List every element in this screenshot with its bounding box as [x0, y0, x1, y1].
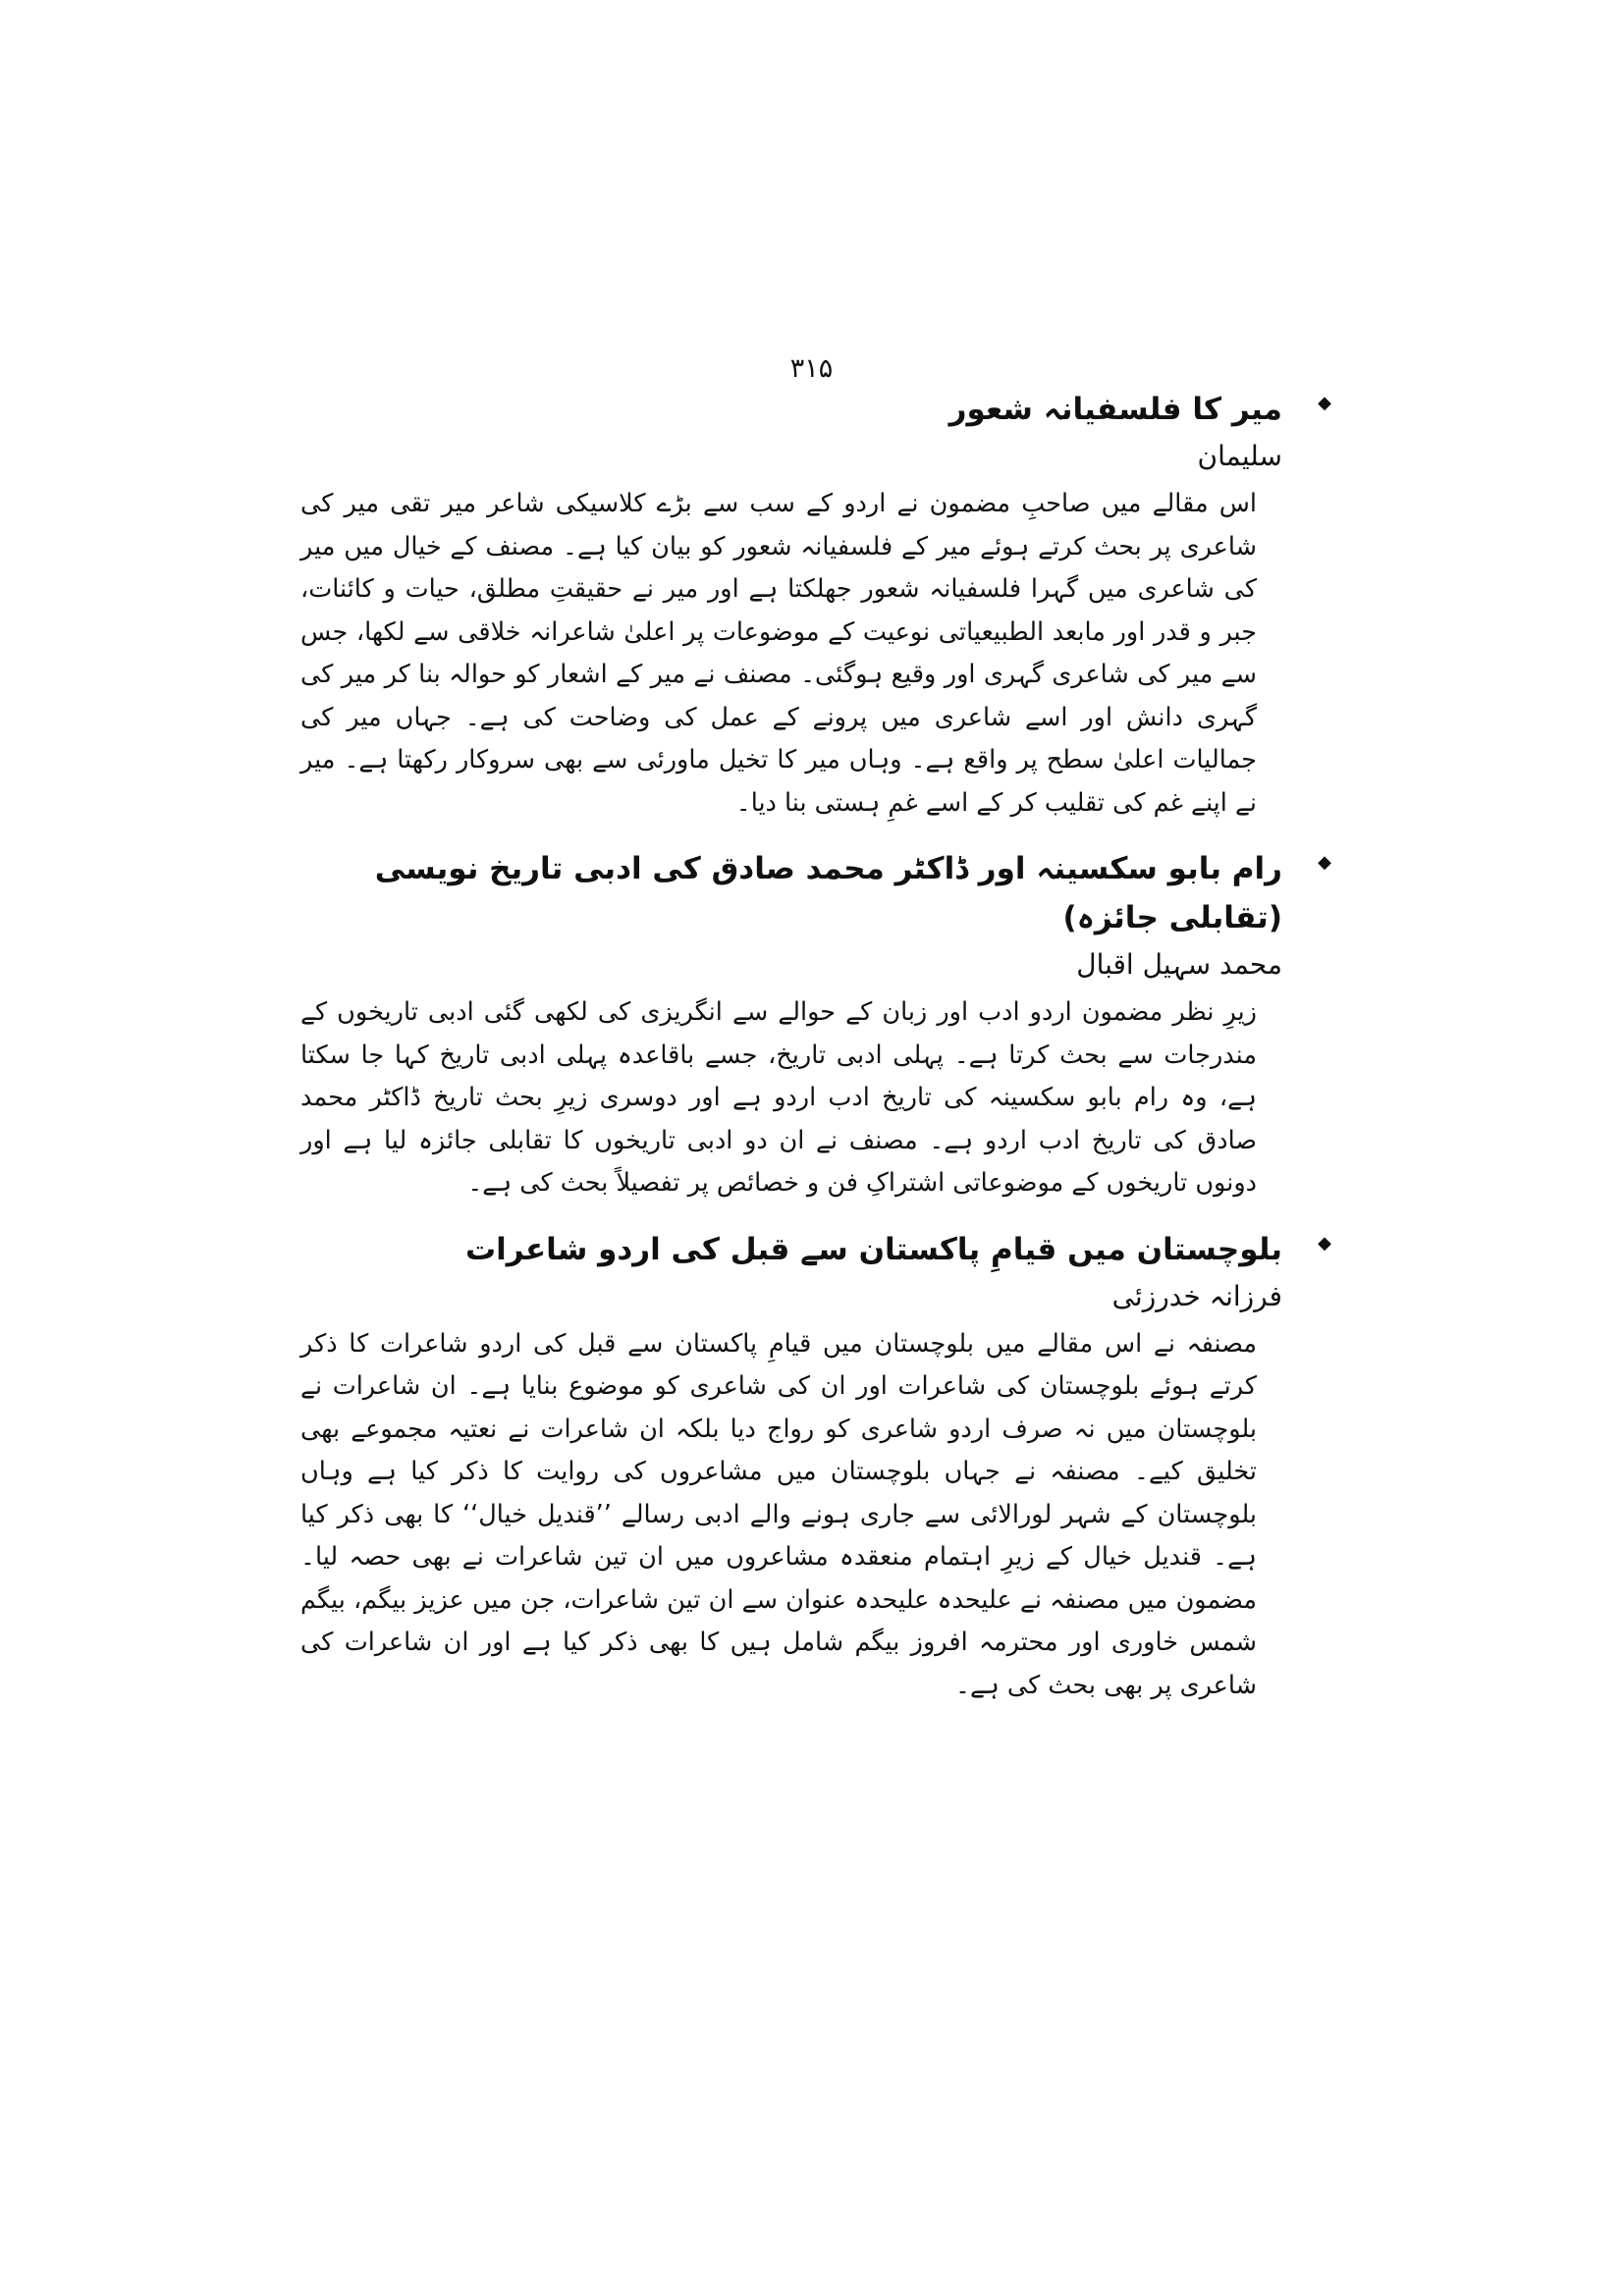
entry-summary: اس مقالے میں صاحبِ مضمون نے اردو کے سب سے بڑے کلاسیکی شاعر میر تقی میر کی شاعری پر بحث کرتے ہوئے میر کے فلسفیانہ شعور کو بیان کیا ہے۔ مصنف کے خیال میں میر کی شاعری میں گہرا فلسفیانہ شعور جھلکتا ہے اور میر نے حقیقتِ مطلق، حیات و کائنات، جبر و قدر اور مابعد الطبیعیاتی نوعیت کے موضوعات پر اعلیٰ شاعرانہ خلاقی سے لکھا، جس سے میر کی شاعری گہری اور وقیع ہوگئی۔ مصنف نے میر کے اشعار کو حوالہ بنا کر میر کی گہری دانش اور اسے شاعری میں پرونے کے عمل کی وضاحت کی ہے۔ جہاں میر کی جمالیات اعلیٰ سطح پر واقع ہے۔ وہاں میر کا تخیل ماورئی سے بھی سروکار رکھتا ہے۔ میر نے اپنے غم کی تقلیب کر کے اسے غمِ ہستی بنا دیا۔ — [300, 489, 1257, 818]
entry-author: فرزانہ خدرزئی — [1111, 1279, 1282, 1312]
bullet-icon: ◆ — [1318, 852, 1331, 873]
page-number: ۳۱۵ — [789, 353, 834, 384]
bullet-icon: ◆ — [1318, 1232, 1331, 1254]
entry-author: محمد سہیل اقبال — [1076, 948, 1282, 981]
entry-item — [295, 844, 1331, 1205]
entry-title: میر کا فلسفیانہ شعور — [948, 392, 1282, 427]
entry-title: بلوچستان میں قیامِ پاکستان سے قبل کی اردو شاعرات — [464, 1231, 1282, 1267]
entry-summary: مصنفہ نے اس مقالے میں بلوچستان میں قیامِ پاکستان سے قبل کی اردو شاعرات کا ذکر کرتے ہوئے بلوچستان کی شاعرات اور ان کی شاعری کو موضوع بنایا ہے۔ ان شاعرات نے بلوچستان میں نہ صرف اردو شاعری کو رواج دیا بلکہ ان شاعرات نے نعتیہ مجموعے بھی تخلیق کیے۔ مصنفہ نے جہاں بلوچستان میں مشاعروں کی روایت کا ذکر کیا ہے وہاں بلوچستان کے شہر لورالائی سے جاری ہونے والے ادبی رسالے ’’قندیل خیال‘‘ کا بھی ذکر کیا ہے۔ قندیل خیال کے زیرِ اہتمام منعقدہ مشاعروں میں ان تین شاعرات نے بھی حصہ لیا۔ مضمون میں مصنفہ نے علیحدہ علیحدہ عنوان سے ان تین شاعرات، جن میں عزیز بیگم، بیگم شمس خاوری اور محترمہ افروز بیگم شامل ہیں کا بھی ذکر کیا ہے اور ان شاعرات کی شاعری پر بھی بحث کی ہے۔ — [300, 1328, 1257, 1700]
entry-item — [295, 385, 1331, 825]
entry-item — [295, 1225, 1331, 1708]
entry-title: رام بابو سکسینہ اور ڈاکٹر محمد صادق کی ادبی تاریخ نویسی (تقابلی جائزہ) — [374, 851, 1282, 935]
page-content — [295, 385, 1331, 1727]
entry-author: سلیمان — [1197, 440, 1282, 472]
entry-summary: زیرِ نظر مضمون اردو ادب اور زبان کے حوالے سے انگریزی کی لکھی گئی ادبی تاریخوں کے مندرجات سے بحث کرتا ہے۔ پہلی ادبی تاریخ، جسے باقاعدہ پہلی ادبی تاریخ کہا جا سکتا ہے، وہ رام بابو سکسینہ کی تاریخ ادب اردو ہے اور دوسری زیرِ بحث تاریخ ڈاکٹر محمد صادق کی تاریخ ادب اردو ہے۔ مصنف نے ان دو ادبی تاریخوں کا تقابلی جائزہ لیا ہے اور دونوں تاریخوں کے موضوعاتی اشتراکِ فن و خصائص پر تفصیلاً بحث کی ہے۔ — [300, 997, 1257, 1198]
bullet-icon: ◆ — [1318, 393, 1331, 413]
